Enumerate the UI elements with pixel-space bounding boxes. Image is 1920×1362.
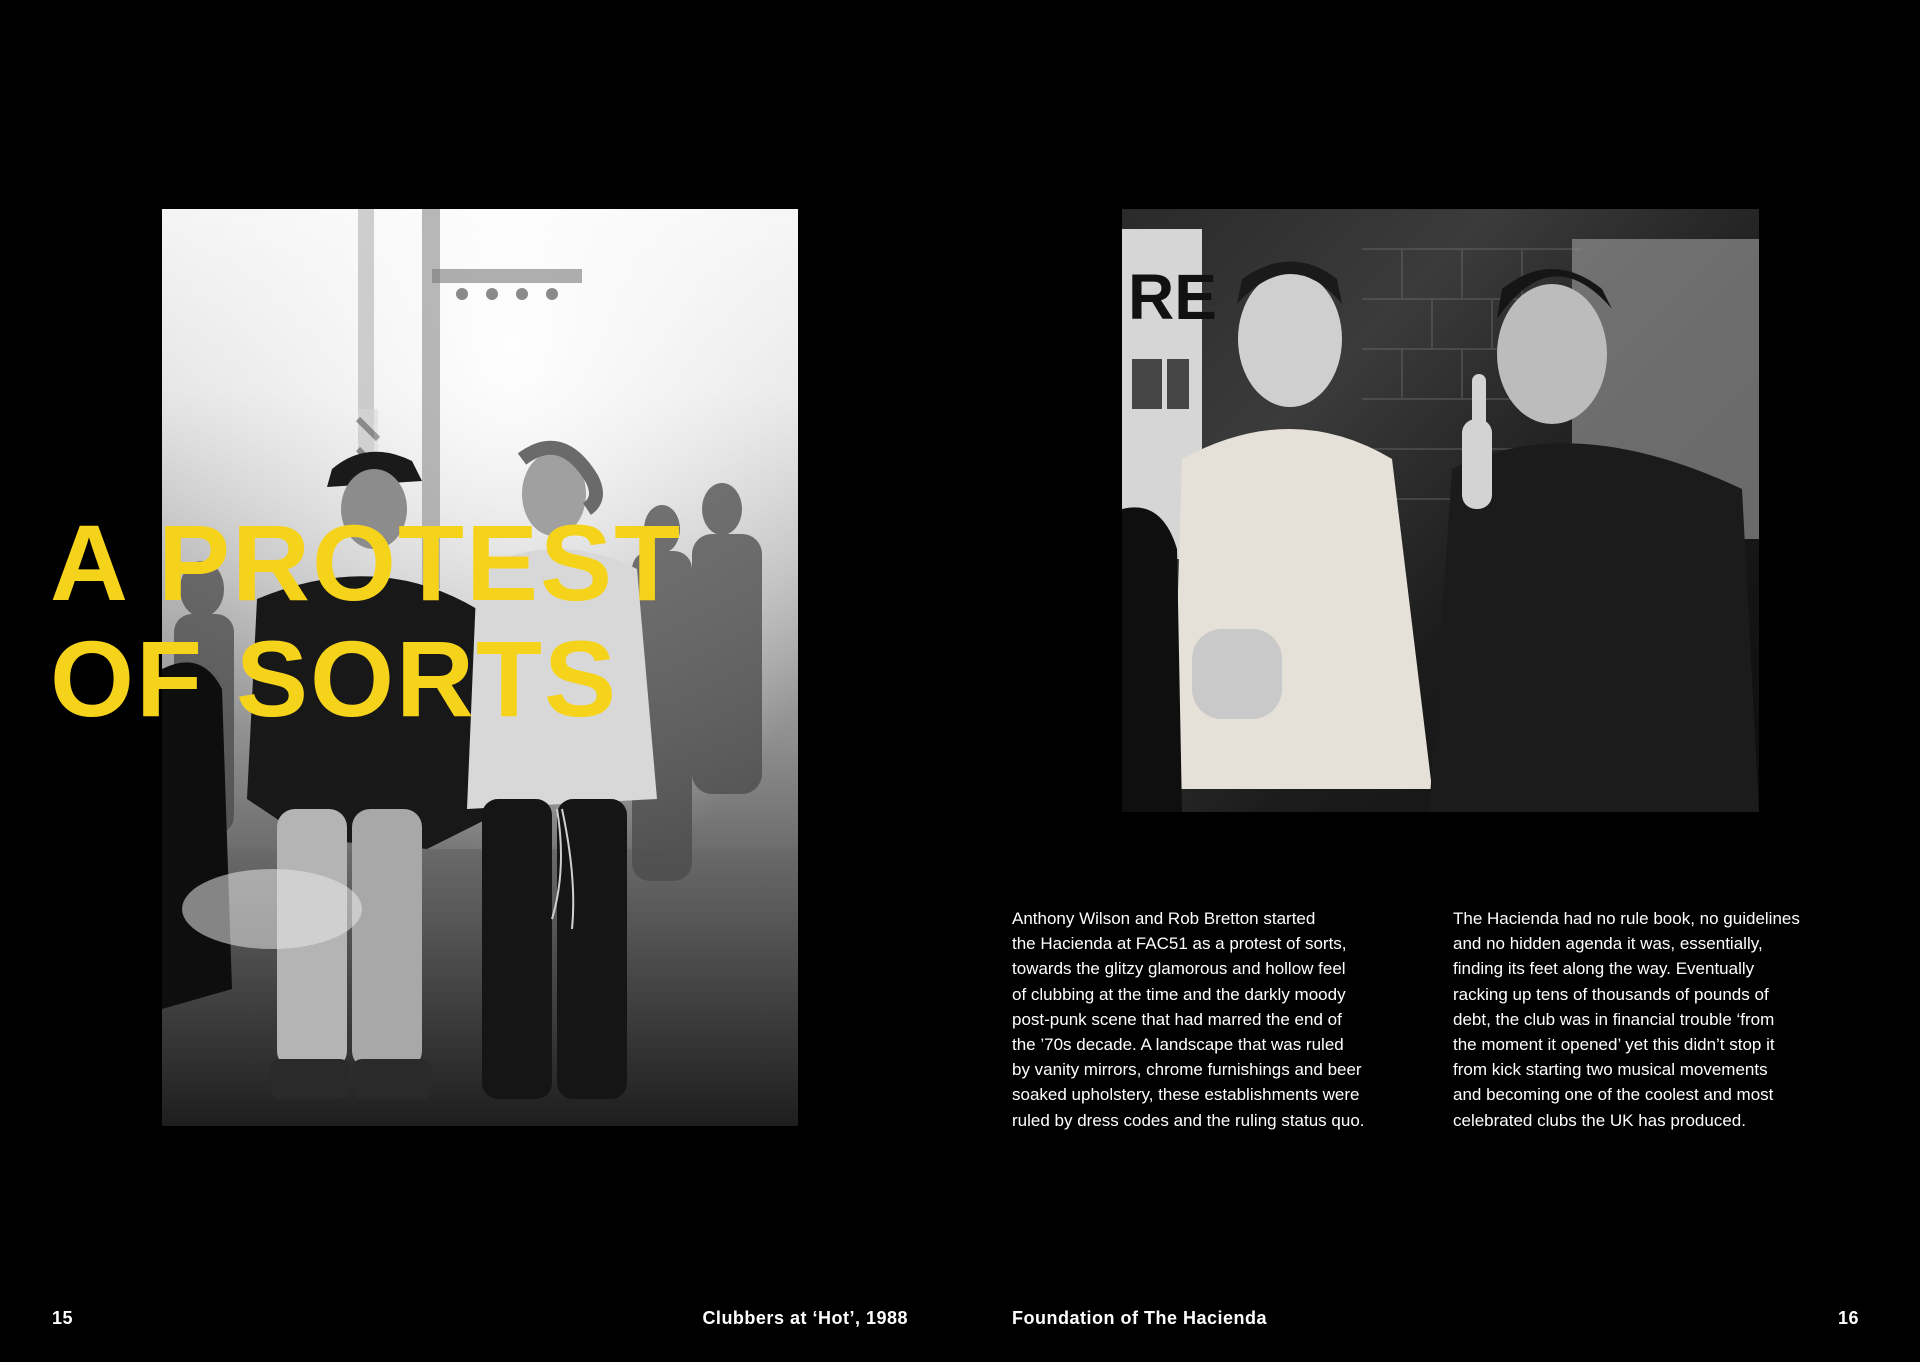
body-line: from kick starting two musical movements [1453, 1060, 1768, 1080]
body-line: and becoming one of the coolest and most [1453, 1085, 1774, 1105]
body-line: towards the glitzy glamorous and hollow feel [1012, 959, 1346, 979]
body-line: finding its feet along the way. Eventually [1453, 959, 1755, 979]
body-line: post-punk scene that had marred the end of [1012, 1009, 1342, 1029]
photo-caption-left: Clubbers at ‘Hot’, 1988 [702, 1308, 908, 1328]
body-line: celebrated clubs the UK has produced. [1453, 1110, 1746, 1130]
body-line: the moment it opened’ yet this didn’t stop it [1453, 1035, 1775, 1055]
body-line: ruled by dress codes and the ruling status quo. [1012, 1110, 1365, 1130]
page-number-right: 16 [1837, 1308, 1859, 1328]
body-column-2 [1453, 906, 1873, 1133]
page-number-left: 15 [52, 1308, 74, 1328]
body-line: Anthony Wilson and Rob Bretton started [1012, 909, 1316, 928]
body-line: debt, the club was in financial trouble ‘from [1453, 1009, 1775, 1029]
founders-photo [1122, 209, 1759, 812]
body-column-1 [1012, 906, 1432, 1133]
body-line: the Hacienda at FAC51 as a protest of sorts, [1012, 934, 1347, 954]
sign-text: RE [1128, 261, 1217, 333]
person-sweater [1172, 262, 1432, 790]
headline-line-1: A PROTEST [50, 502, 683, 623]
founders-photo-illustration [1122, 209, 1759, 812]
headline-line-2: OF SORTS [50, 618, 619, 739]
headline [50, 502, 683, 739]
body-line: the ’70s decade. A landscape that was ruled [1012, 1035, 1344, 1055]
body-line: of clubbing at the time and the darkly moody [1012, 984, 1346, 1004]
body-line: The Hacienda had no rule book, no guidelines [1453, 909, 1800, 928]
body-line: by vanity mirrors, chrome furnishings and beer [1012, 1060, 1362, 1080]
body-line: and no hidden agenda it was, essentially, [1453, 934, 1763, 954]
body-line: racking up tens of thousands of pounds of [1453, 984, 1769, 1004]
section-title-right: Foundation of The Hacienda [1012, 1308, 1267, 1328]
body-line: soaked upholstery, these establishments were [1012, 1085, 1360, 1105]
